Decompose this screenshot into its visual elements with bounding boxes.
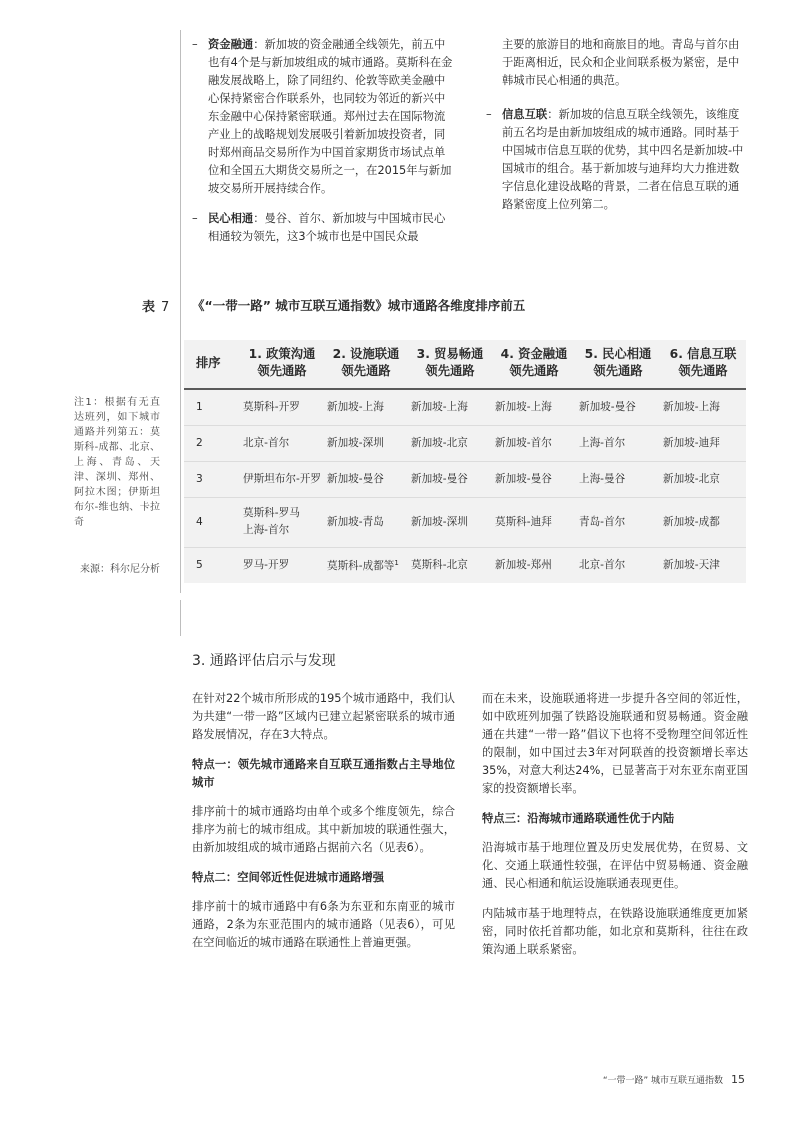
top-left-column (192, 36, 455, 246)
section-right-column (482, 690, 748, 971)
route-cell: 上海-首尔 (579, 436, 626, 449)
body-paragraph: 在针对22个城市所形成的195个城市通路中，我们认为共建“一带一路”区域内已建立起紧密联系的城市通路发展情况，存在3大特点。 (192, 692, 455, 741)
section-title: 3. 通路评估启示与发现 (192, 653, 336, 669)
body-paragraph: 内陆城市基于地理特点，在铁路设施联通维度更加紧密，同时依托首都功能，如北京和莫斯科，往往在政策沟通上联系紧密。 (482, 907, 748, 956)
route-cell: 新加坡-曼谷 (495, 472, 552, 485)
feature-heading: 特点二：空间邻近性促进城市通路增强 (192, 871, 385, 884)
table-source: 来源：科尔尼分析 (80, 564, 160, 575)
table-row (184, 389, 746, 425)
table-note: 注1：根据有无直达班列，如下城市通路并列第五：莫斯科-成都、北京、上海、青岛、天津、深圳、郑州、阿拉木图；伊斯坦布尔-维也纳、卡拉奇 (74, 397, 160, 528)
route-cell: 伊斯坦布尔-开罗 (243, 472, 321, 485)
header-dimension: 1. 政策沟通 领先通路 (240, 340, 324, 389)
table-header-row (184, 340, 746, 389)
route-cell: 新加坡-成都 (663, 515, 720, 528)
body-paragraph: 沿海城市基于地理位置及历史发展优势，在贸易、文化、交通上联通性较强，在评估中贸易畅通、资金融通、民心相通和航运设施联通表现更佳。 (482, 841, 748, 890)
table-row (184, 425, 746, 461)
route-cell: 莫斯科-北京 (411, 558, 468, 571)
page-footer (603, 1073, 745, 1086)
bullet-item: – 信息互联：新加坡的信息互联全线领先，该维度前五名均是由新加坡组成的城市通路。同时基于中国城市信息互联的优势，其中四名是新加坡-中国城市的组合。基于新加坡与迪拜均大力推进数字信息化建设战略的背景，二者在信息互联的通路紧密度上位列第二。 (486, 108, 744, 211)
rank-cell: 1 (196, 400, 203, 413)
ranking-table (184, 340, 746, 583)
route-cell: 上海-曼谷 (579, 472, 626, 485)
header-rank: 排序 (184, 340, 240, 389)
bullet-item: – 资金融通：新加坡的资金融通全线领先，前五中也有4个是与新加坡组成的城市通路。莫斯科在金融发展战略上，除了同纽约、伦敦等欧美金融中心保持紧密合作联系外，也同较为邻近的新兴中东金融中心保持紧密联通。郑州过去在国际物流产业上的战略规划发展吸引着新加坡投资者，同时郑州商品交易所作为中国首家期货市场试点单位和全国五大期货交易所之一，在2015年与新加坡交易所开展持续合作。 (192, 38, 453, 195)
route-cell: 新加坡-上海 (495, 400, 552, 413)
rank-cell: 5 (196, 558, 203, 571)
table-row (184, 497, 746, 547)
route-cell: 北京-首尔 (243, 436, 290, 449)
header-dimension: 3. 贸易畅通 领先通路 (408, 340, 492, 389)
route-cell: 莫斯科-罗马 上海-首尔 (243, 507, 300, 536)
table-row (184, 461, 746, 497)
bullet-item: – 民心相通：曼谷、首尔、新加坡与中国城市民心相通较为领先，这3个城市也是中国民众最 (192, 212, 446, 243)
route-cell: 北京-首尔 (579, 558, 626, 571)
header-dimension: 2. 设施联通 领先通路 (324, 340, 408, 389)
route-cell: 新加坡-上海 (327, 400, 384, 413)
section-left-column (192, 690, 455, 964)
route-cell: 新加坡-深圳 (411, 515, 468, 528)
route-cell: 新加坡-上海 (663, 400, 720, 413)
page-number: 15 (731, 1073, 745, 1086)
top-right-column (486, 36, 748, 214)
feature-heading: 特点一：领先城市通路来自互联互通指数占主导地位城市 (192, 758, 455, 789)
route-cell: 新加坡-迪拜 (663, 436, 720, 449)
body-paragraph: 排序前十的城市通路中有6条为东亚和东南亚的城市通路，2条为东亚范围内的城市通路（见表6），可见在空间临近的城市通路在联通性上普遍更强。 (192, 900, 455, 949)
route-cell: 莫斯科-成都等$^1$ (327, 559, 399, 573)
route-cell: 新加坡-深圳 (327, 436, 384, 449)
table-row (184, 547, 746, 583)
route-cell: 新加坡-北京 (411, 436, 468, 449)
route-cell: 新加坡-天津 (663, 558, 720, 571)
route-cell: 新加坡-上海 (411, 400, 468, 413)
rank-cell: 3 (196, 472, 203, 485)
route-cell: 罗马-开罗 (243, 558, 290, 571)
route-cell: 莫斯科-开罗 (243, 400, 300, 413)
feature-heading: 特点三：沿海城市通路联通性优于内陆 (482, 812, 675, 825)
column-divider (180, 30, 181, 593)
route-cell: 新加坡-青岛 (327, 515, 384, 528)
body-paragraph: 排序前十的城市通路均由单个或多个维度领先，综合排序为前七的城市组成。其中新加坡的联通性强大，由新加坡组成的城市通路占据前六名（见表6）。 (192, 805, 455, 854)
table-title: 《“一带一路” 城市互联互通指数》城市通路各维度排序前五 (192, 298, 526, 313)
footnote-marker: 1 (394, 559, 399, 568)
header-dimension: 4. 资金融通 领先通路 (492, 340, 576, 389)
header-dimension: 6. 信息互联 领先通路 (660, 340, 746, 389)
continued-text: 主要的旅游目的地和商旅目的地。青岛与首尔由于距离相近，民众和企业间联系极为紧密，是中韩城市民心相通的典范。 (502, 38, 740, 87)
route-cell: 青岛-首尔 (579, 515, 626, 528)
route-cell: 新加坡-北京 (663, 472, 720, 485)
route-cell: 新加坡-曼谷 (411, 472, 468, 485)
footer-title: “一带一路” 城市互联互通指数 (602, 1076, 723, 1086)
column-divider (180, 600, 181, 636)
table-label: 表 7 (142, 300, 170, 315)
rank-cell: 2 (196, 436, 203, 449)
body-paragraph: 而在未来，设施联通将进一步提升各空间的邻近性，如中欧班列加强了铁路设施联通和贸易畅通。资金融通在共建“一带一路”倡议下也将不受物理空间邻近性的限制，如中国过去3年对阿联酋的投资额增长率达35%，对意大利达24%，已显著高于对东亚东南亚国家的投资额增长率。 (482, 692, 748, 795)
route-cell: 新加坡-郑州 (495, 558, 552, 571)
route-cell: 新加坡-首尔 (495, 436, 552, 449)
header-dimension: 5. 民心相通 领先通路 (576, 340, 660, 389)
route-cell: 新加坡-曼谷 (579, 400, 636, 413)
route-cell: 莫斯科-迪拜 (495, 515, 552, 528)
route-cell: 新加坡-曼谷 (327, 472, 384, 485)
rank-cell: 4 (196, 515, 203, 528)
